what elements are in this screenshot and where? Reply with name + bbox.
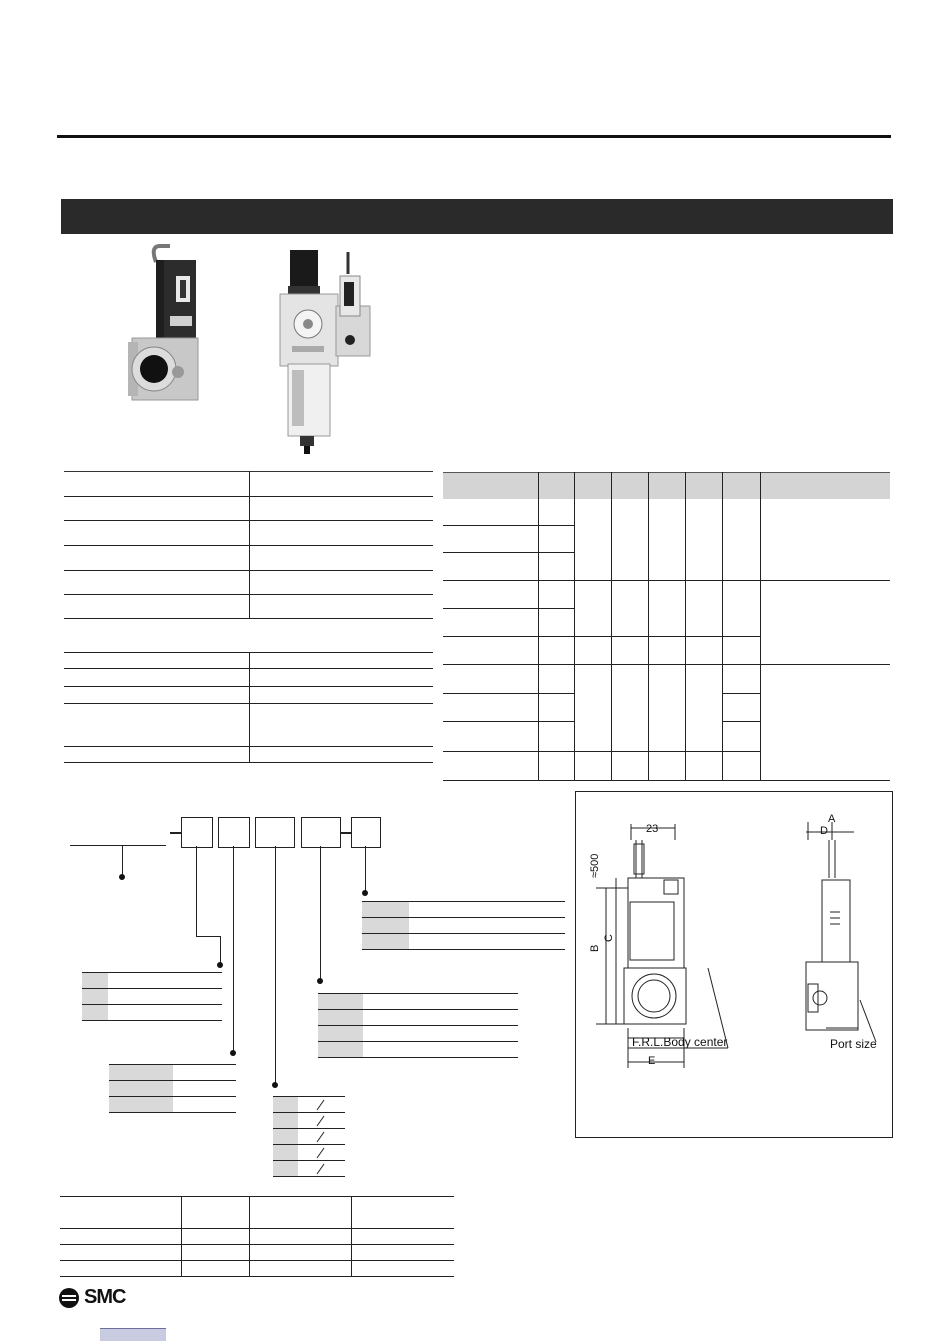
section-banner bbox=[61, 199, 893, 234]
dim-C: C bbox=[603, 934, 615, 942]
order-box-2 bbox=[218, 817, 250, 848]
order-box-4 bbox=[301, 817, 341, 848]
dim-B: B bbox=[589, 944, 601, 952]
smc-logo bbox=[58, 1286, 125, 1309]
dim-A: A bbox=[828, 813, 836, 825]
label-body-center: F.R.L.Body center bbox=[632, 1035, 728, 1049]
dim-500: ≈500 bbox=[589, 853, 601, 878]
dimension-drawing bbox=[575, 791, 893, 1138]
dim-E: E bbox=[648, 1055, 656, 1067]
header-rule bbox=[57, 135, 891, 138]
flow-switch-photo bbox=[118, 242, 208, 402]
order-box-5 bbox=[351, 817, 381, 848]
smc-logo-icon bbox=[58, 1287, 80, 1309]
order-box-3 bbox=[255, 817, 295, 848]
order-box-1 bbox=[181, 817, 213, 848]
dim-D: D bbox=[820, 825, 828, 837]
spec-grid-header bbox=[443, 472, 890, 499]
dim-23: 23 bbox=[646, 823, 659, 835]
slash-marks bbox=[310, 1096, 340, 1176]
label-port-size: Port size bbox=[830, 1037, 877, 1051]
footer-tab[interactable] bbox=[100, 1328, 166, 1341]
smc-logo-text: SMC bbox=[84, 1286, 126, 1308]
filter-regulator-photo bbox=[270, 244, 385, 456]
